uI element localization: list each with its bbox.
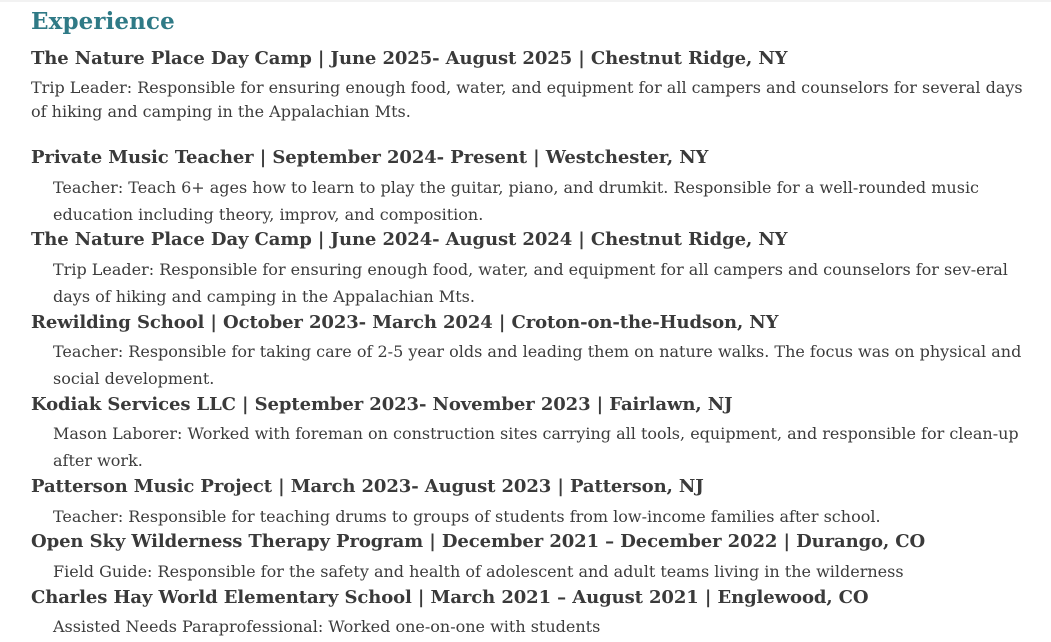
entry-heading: Rewilding School | October 2023- March 2024 | Croton-on-the-Hudson, NY bbox=[31, 312, 779, 333]
entry-description: Field Guide: Responsible for the safety and health of adolescent and adult teams living in the wilderness bbox=[53, 562, 904, 581]
entry-heading: Open Sky Wilderness Therapy Program | December 2021 – December 2022 | Durango, CO bbox=[31, 531, 926, 552]
entry-description: Assisted Needs Paraprofessional: Worked one-on-one with students bbox=[53, 617, 601, 636]
entry-description: Mason Laborer: Worked with foreman on construction sites carrying all tools, equipment, and responsible for clean-up after work. bbox=[53, 424, 1019, 470]
entry-heading: The Nature Place Day Camp | June 2024- August 2024 | Chestnut Ridge, NY bbox=[31, 229, 788, 250]
entry-heading: Kodiak Services LLC | September 2023- November 2023 | Fairlawn, NJ bbox=[31, 394, 733, 415]
entry-description: Trip Leader: Responsible for ensuring enough food, water, and equipment for all campers and counselors for several days of hiking and camping in the Appalachian Mts. bbox=[31, 78, 1023, 121]
entry-description: Teacher: Responsible for teaching drums to groups of students from low-income families after school. bbox=[53, 507, 881, 526]
entry-description: Teacher: Teach 6+ ages how to learn to play the guitar, piano, and drumkit. Responsible for a well-rounded music education including theory, improv, and composition. bbox=[53, 178, 980, 224]
entry-heading: Charles Hay World Elementary School | March 2021 – August 2021 | Englewood, CO bbox=[31, 587, 869, 608]
entry-heading: Private Music Teacher | September 2024- Present | Westchester, NY bbox=[31, 147, 709, 168]
entry-description: Teacher: Responsible for taking care of 2-5 year olds and leading them on nature walks. The focus was on physical and social development. bbox=[53, 342, 1022, 388]
entry-heading: Patterson Music Project | March 2023- August 2023 | Patterson, NJ bbox=[31, 476, 704, 497]
section-title: Experience bbox=[31, 8, 175, 35]
entry-description: Trip Leader: Responsible for ensuring enough food, water, and equipment for all campers and counselors for sev-eral days of hiking and camping in the Appalachian Mts. bbox=[53, 260, 1008, 306]
page-top-border bbox=[0, 0, 1051, 2]
entry-heading: The Nature Place Day Camp | June 2025- August 2025 | Chestnut Ridge, NY bbox=[31, 48, 788, 69]
